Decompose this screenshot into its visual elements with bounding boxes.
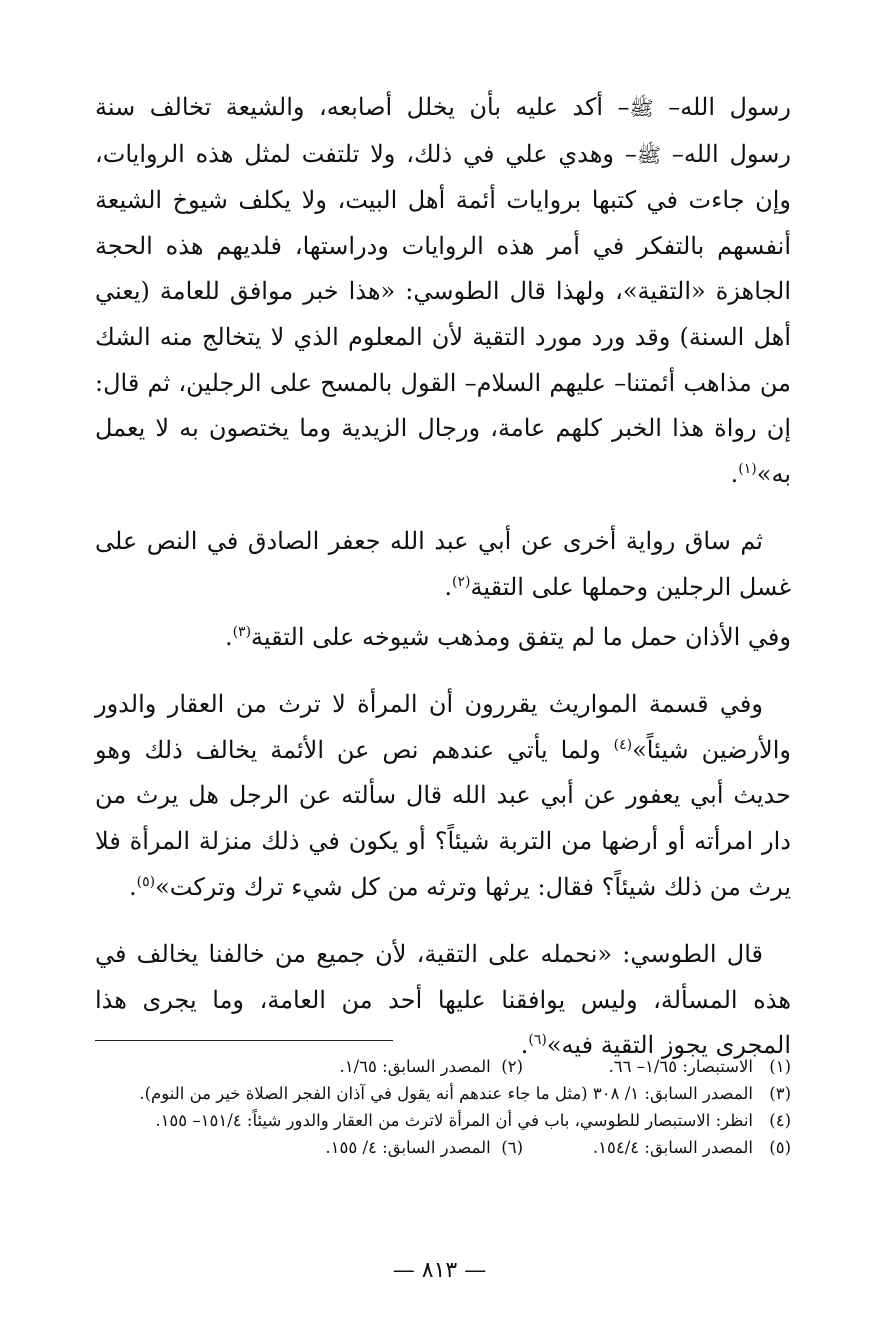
footnote-number: (٦) <box>501 1138 523 1157</box>
text-segment: ولما يأتي عندهم نص عن الأئمة يخالف ذلك وهو حديث أبي يعفور عن أبي عبد الله قال سألته عن الرجل هل يرث من دار امرأته أو أرضها من التربة شيئاً؟ أو يكون في ذلك منزلة المرأة فلا يرث من ذلك شيئاً؟ فقال: يرثها وترثه من كل شيء ترك وتركت» <box>95 735 791 901</box>
footnote-ref: (٢) <box>452 573 471 590</box>
footnote-number: (٤) <box>769 1111 791 1130</box>
text-segment: – وهدي علي في ذلك، ولا تلتفت لمثل هذه الروايات، وإن جاءت في كتبها بروايات أئمة أهل البيت، ولا يكلف شيوخ الشيعة أنفسهم بالتفكر في أمر هذه الروايات ودراستها، فلديهم هذه الحجة الجاهزة «التقية»، ولهذا قال الطوسي: «هذا خبر موافق للعامة (يعني أهل السنة) وقد ورد مورد التقية لأن المعلوم الذي لا يتخالج منه الشك من مذاهب أئمتنا– عليهم السلام– القول بالمسح على الرجلين، ثم قال: إن رواة هذا الخبر كلهم عامة، ورجال الزيدية وما يختصون به لا يعمل به» <box>95 139 791 488</box>
footnote-number: (٣) <box>769 1084 791 1103</box>
footnote-ref: (١) <box>738 460 757 477</box>
text-segment: قال الطوسي: «نحمله على التقية، لأن جميع من خالفنا يخالف في هذه المسألة، وليس يوافقنا عليها أحد من العامة، وما يجرى هذا المجرى يجوز التقية فيه» <box>95 940 791 1060</box>
text-segment: ثم ساق رواية أخرى عن أبي عبد الله جعفر الصادق في النص على غسل الرجلين وحملها على التقية <box>95 527 791 601</box>
footnote-number: (٢) <box>501 1057 523 1076</box>
footnote-ref: (٤) <box>613 736 633 753</box>
footnote-separator <box>95 1040 393 1041</box>
text-segment: . <box>224 622 233 651</box>
paragraph <box>95 932 791 1069</box>
footnote-ref: (٥) <box>136 873 156 890</box>
footnote-number: (١) <box>769 1057 791 1076</box>
footnote-text: المصدر السابق: ١٥٤/٤. <box>592 1138 753 1157</box>
text-segment: رسول الله– <box>653 93 791 121</box>
paragraph <box>95 519 791 610</box>
page-number: — ٨١٣ — <box>392 1258 487 1283</box>
footnote-text: انظر: الاستبصار للطوسي، باب في أن المرأة لاترث من العقار والدور شيئاً: ١٥١/٤– ١٥٥. <box>155 1111 753 1130</box>
footnote-ref: (٦) <box>528 1032 547 1049</box>
footnote-text: المصدر السابق: ١/ ٣٠٨ (مثل ما جاء عندهم أنه يقول في آذان الفجر الصلاة خير من النوم). <box>139 1084 753 1103</box>
footnote-row <box>95 1053 791 1080</box>
paragraph <box>95 682 791 910</box>
text-segment: وفي قسمة المواريث يقررون أن المرأة لا ترث من العقار والدور والأرضين شيئاً» <box>95 690 791 764</box>
footnote-row <box>95 1080 791 1107</box>
footnote-row <box>95 1134 791 1161</box>
salawat-symbol: ﷺ <box>636 142 662 167</box>
paragraph <box>95 85 791 497</box>
footnote-row <box>95 1107 791 1134</box>
footnote-number: (٥) <box>769 1138 791 1157</box>
paragraph <box>95 615 791 661</box>
footnote-text: الاستبصار: ١/٦٥– ٦٦. <box>608 1057 753 1076</box>
footnote-ref: (٣) <box>232 623 252 640</box>
footnote-text: المصدر السابق: ٤/ ١٥٥. <box>325 1138 491 1157</box>
text-segment: . <box>520 1031 529 1060</box>
salawat-symbol: ﷺ <box>629 96 654 120</box>
text-segment: وفي الأذان حمل ما لم يتفق ومذهب شيوخه على التقية <box>251 622 791 651</box>
text-segment: – أكد عليه بأن يخلل أصابعه، والشيعة تخالف سنة رسول الله– <box>95 93 792 168</box>
main-text <box>95 85 791 1069</box>
footnotes <box>95 1053 791 1161</box>
text-segment: . <box>128 872 137 901</box>
text-segment: . <box>444 572 452 601</box>
footnote-text: المصدر السابق: ١/٦٥. <box>339 1057 491 1076</box>
page <box>95 85 791 1315</box>
text-segment: . <box>730 459 739 488</box>
